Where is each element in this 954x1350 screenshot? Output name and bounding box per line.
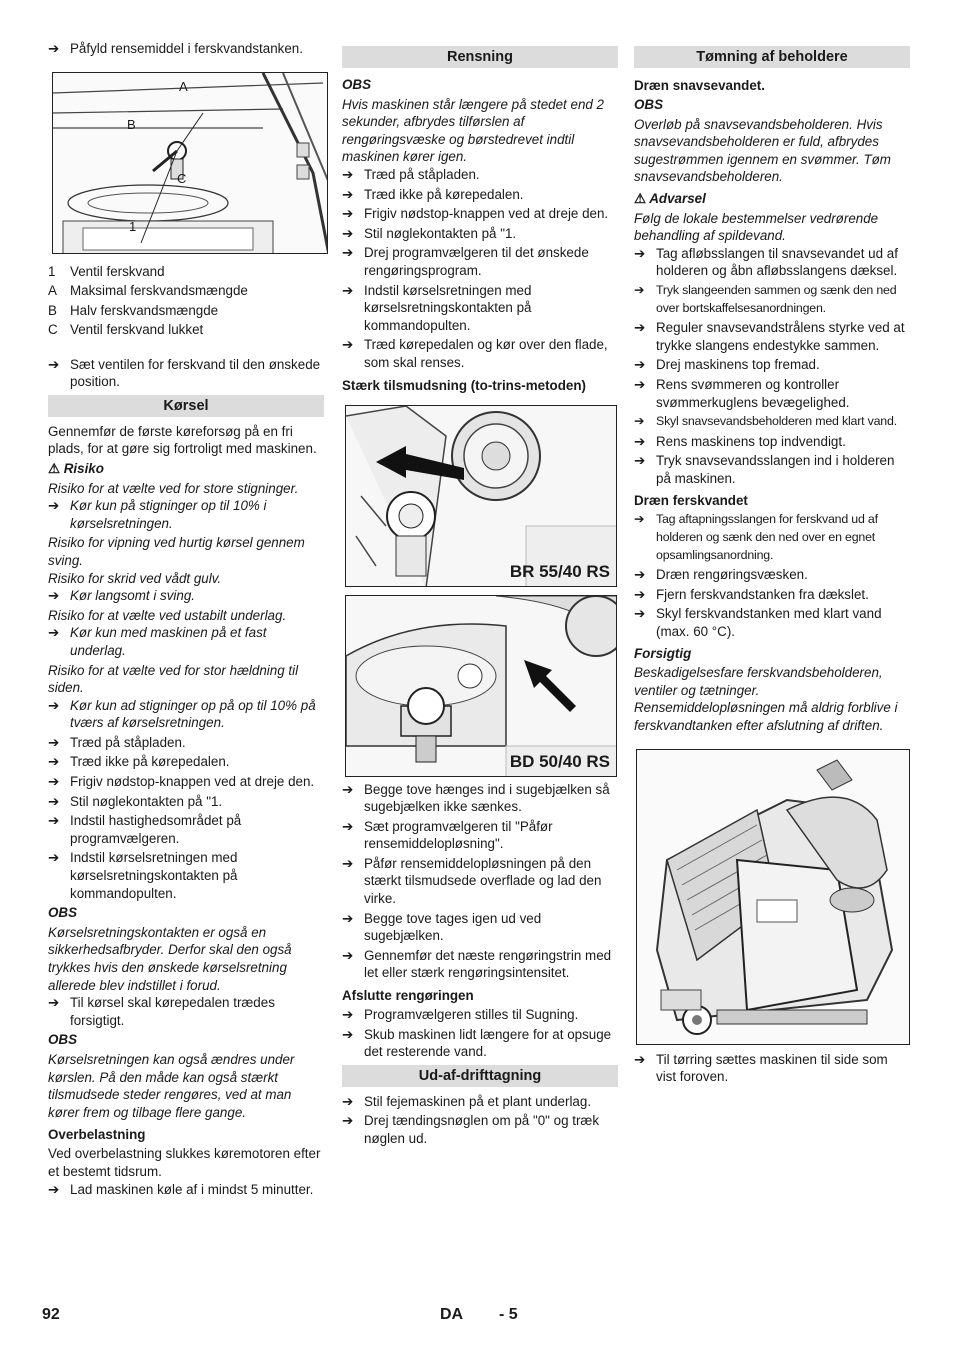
bd-50-40-figure: [345, 595, 617, 777]
step: ➔ Sæt programvælgeren til "Påfør rensemiddelopløsning".: [342, 818, 553, 852]
arrow-right-icon: ➔: [342, 337, 354, 353]
obs-text: Kørselsretningen kan også ændres under kørslen. På den måde kan også stærkt tilsmudsede steder rengøres, ved at man kører frem og tilbage flere gange.: [48, 1051, 295, 1120]
arrow-right-icon: ➔: [634, 320, 646, 336]
step: ➔ Tryk slangeenden sammen og sænk den ned over bortskaffelsesanordningen.: [634, 282, 910, 317]
figure-caption: BR 55/40 RS: [509, 561, 610, 581]
figure-label-c: C: [177, 170, 187, 186]
arrow-right-icon: ➔: [634, 357, 646, 373]
risk-text: Risiko for at vælte ved for stor hældning til siden.: [48, 662, 299, 696]
step: ➔ Dræn rengøringsvæsken.: [634, 567, 808, 583]
subheading-finish-cleaning: Afslutte rengøringen: [342, 988, 474, 1004]
arrow-right-icon: ➔: [634, 567, 646, 583]
step: ➔ Frigiv nødstop-knappen ved at dreje den.: [48, 774, 315, 790]
machine-tilted-illustration: [637, 750, 910, 1045]
step: ➔ Kør kun med maskinen på et fast underlag.: [48, 625, 267, 658]
warning-icon: ⚠: [634, 190, 647, 206]
step: ➔ Begge tove hænges ind i sugebjælken så sugebjælken ikke sænkes.: [342, 781, 610, 815]
arrow-right-icon: ➔: [634, 376, 646, 392]
step: ➔ Træd ikke på kørepedalen.: [342, 186, 524, 202]
section-number: - 5: [499, 1306, 518, 1323]
arrow-right-icon: ➔: [342, 1093, 354, 1109]
arrow-right-icon: ➔: [634, 282, 645, 297]
step: ➔ Kør langsomt i sving.: [48, 588, 196, 604]
step: ➔ Lad maskinen køle af i mindst 5 minutter.: [48, 1181, 314, 1197]
step: ➔ Drej programvælgeren til det ønskede rengøringsprogram.: [342, 245, 589, 278]
risk-text: Risiko for vipning ved hurtig kørsel gennem sving.: [48, 535, 305, 568]
figure-legend: [48, 262, 324, 340]
br-55-40-illustration: [346, 406, 617, 587]
arrow-right-icon: ➔: [342, 1026, 354, 1042]
subheading-dirty-water: Dræn snavsevandet.: [634, 78, 765, 93]
step: ➔ Påfyld rensemiddel i ferskvandstanken.: [48, 41, 303, 56]
arrow-right-icon: ➔: [48, 793, 60, 809]
risk-label: ⚠ Risiko: [48, 460, 104, 476]
arrow-right-icon: ➔: [634, 453, 646, 469]
legend-item: A Maksimal ferskvandsmængde: [48, 283, 248, 299]
caution-text: Beskadigelsesfare ferskvandsbeholderen, ventiler og tætninger. Rensemiddelopløsningen må aldrig forblive i ferskvandtanken efter afslutning af driften.: [634, 665, 898, 733]
arrow-right-icon: ➔: [342, 947, 354, 963]
arrow-right-icon: ➔: [342, 1113, 354, 1129]
step: ➔ Programvælgeren stilles til Sugning.: [342, 1007, 579, 1023]
section-heading-decommissioning: Ud-af-drifttagning: [342, 1065, 618, 1087]
step: ➔ Rens maskinens top indvendigt.: [634, 433, 846, 449]
figure-caption: BD 50/40 RS: [509, 751, 610, 771]
arrow-right-icon: ➔: [342, 855, 354, 871]
obs-text: Kørselsretningskontakten er også en sikkerhedsafbryder. Derfor skal den også trykkes hvis den ønskede kørselsretning allerede blev indstillet i forud.: [48, 924, 292, 993]
step: ➔ Gennemfør det næste rengøringstrin med let eller stærk rengøringsintensitet.: [342, 947, 612, 981]
arrow-right-icon: ➔: [634, 414, 645, 429]
step: ➔ Tryk snavsevandsslangen ind i holderen på maskinen.: [634, 453, 895, 486]
arrow-right-icon: ➔: [634, 433, 646, 449]
arrow-right-icon: ➔: [48, 995, 60, 1011]
legend-item: C Ventil ferskvand lukket: [48, 322, 204, 338]
arrow-right-icon: ➔: [48, 754, 60, 770]
arrow-right-icon: ➔: [48, 1181, 60, 1197]
subheading-overbelastning: Overbelastning: [48, 1127, 146, 1143]
step: ➔ Indstil kørselsretningen med kørselsretningskontakten på kommandopulten.: [48, 850, 238, 901]
step: ➔ Kør kun ad stigninger op på op til 10% på tværs af kørselsretningen.: [48, 697, 316, 731]
warning-icon: ⚠: [48, 460, 61, 476]
arrow-right-icon: ➔: [634, 245, 646, 261]
paragraph: Ved overbelastning slukkes køremotoren efter et bestemt tidsrum.: [48, 1146, 321, 1179]
arrow-right-icon: ➔: [342, 781, 354, 797]
step: ➔ Skyl ferskvandstanken med klart vand (max. 60 °C).: [634, 606, 882, 640]
arrow-right-icon: ➔: [634, 606, 646, 622]
arrow-right-icon: ➔: [342, 166, 354, 182]
step: ➔ Indstil hastighedsområdet på programvælgeren.: [48, 813, 242, 846]
paragraph: Gennemfør de første køreforsøg på en fri plads, for at gøre sig fortroligt med maskinen.: [48, 423, 317, 457]
page-number: 92: [42, 1306, 60, 1323]
arrow-right-icon: ➔: [342, 186, 354, 202]
step: ➔ Rens svømmeren og kontroller svømmerkuglens bevægelighed.: [634, 376, 850, 410]
risk-text: Risiko for skrid ved vådt gulv.: [48, 570, 222, 586]
warning-text: Følg de lokale bestemmelser vedrørende behandling af spildevand.: [634, 210, 879, 244]
arrow-right-icon: ➔: [48, 588, 60, 604]
step: ➔ Skyl snavsevandsbeholderen med klart vand.: [634, 413, 910, 431]
column-1: [48, 40, 324, 1200]
arrow-right-icon: ➔: [342, 818, 354, 834]
step: ➔ Træd på ståpladen.: [48, 734, 186, 750]
legend-item: B Halv ferskvandsmængde: [48, 302, 219, 318]
step: ➔ Tag aftapningsslangen for ferskvand ud af holderen og sænk den ned over en egnet opsamlingsanordning.: [634, 511, 910, 564]
step: ➔ Begge tove tages igen ud ved sugebjælken.: [342, 910, 542, 944]
arrow-right-icon: ➔: [48, 697, 60, 713]
arrow-right-icon: ➔: [342, 206, 354, 222]
obs-label: OBS: [48, 1032, 78, 1048]
figure-label-a: A: [179, 78, 188, 94]
arrow-right-icon: ➔: [48, 41, 60, 56]
step: ➔ Træd på ståpladen.: [342, 166, 480, 182]
obs-text: Hvis maskinen står længere på stedet end 2 sekunder, afbrydes tilførslen af rengøringsvæske og børstedrevet indtil maskinen kører igen.: [342, 96, 605, 165]
step: ➔ Skub maskinen lidt længere for at opsuge det resterende vand.: [342, 1026, 612, 1060]
column-3: [634, 40, 910, 1088]
step: ➔ Til kørsel skal kørepedalen trædes forsigtigt.: [48, 995, 275, 1028]
subheading-fresh-water: Dræn ferskvandet: [634, 493, 748, 509]
step: ➔ Påfør rensemiddelopløsningen på den stærkt tilsmudsede overflade og lad den virke.: [342, 855, 602, 907]
step: ➔ Reguler snavsevandstrålens styrke ved at trykke slangens endestykke sammen.: [634, 320, 905, 353]
arrow-right-icon: ➔: [342, 245, 354, 261]
step: ➔ Drej maskinens top fremad.: [634, 357, 820, 373]
arrow-right-icon: ➔: [48, 734, 60, 750]
column-2: [342, 40, 618, 1150]
arrow-right-icon: ➔: [48, 813, 60, 829]
step: ➔ Kør kun på stigninger op til 10% i kørselsretningen.: [48, 498, 267, 531]
figure-label-b: B: [127, 116, 136, 132]
step: ➔ Tag afløbsslangen til snavsevandet ud af holderen og åbn afløbsslangens dæksel.: [634, 245, 898, 279]
subheading-strong-soiling: Stærk tilsmudsning (to-trins-metoden): [342, 377, 587, 393]
arrow-right-icon: ➔: [48, 850, 60, 866]
step: ➔ Til tørring sættes maskinen til side som vist foroven.: [634, 1051, 888, 1085]
obs-label: OBS: [342, 77, 372, 92]
caution-label: Forsigtig: [634, 645, 692, 661]
legend-item: 1 Ventil ferskvand: [48, 263, 165, 279]
step: ➔ Stil nøglekontakten på "1.: [48, 793, 223, 809]
warning-label: ⚠ Advarsel: [634, 190, 706, 206]
arrow-right-icon: ➔: [342, 1007, 354, 1023]
obs-label: OBS: [634, 97, 664, 112]
step: ➔ Stil fejemaskinen på et plant underlag.: [342, 1093, 592, 1109]
arrow-right-icon: ➔: [342, 282, 354, 298]
section-heading-rensning: Rensning: [342, 46, 618, 68]
obs-text: Overløb på snavsevandsbeholderen. Hvis snavsevandsbeholderen er fuld, afbrydes sugestrømmen igennem en svømmer. Tøm snavsevandsbeholderen.: [634, 116, 891, 185]
risk-text: Risiko for at vælte ved for store stigninger.: [48, 480, 299, 496]
arrow-right-icon: ➔: [48, 356, 60, 372]
step: ➔ Stil nøglekontakten på "1.: [342, 225, 517, 241]
br-55-40-figure: [345, 405, 617, 587]
obs-label: OBS: [48, 905, 78, 921]
section-heading-korsel: Kørsel: [48, 395, 324, 417]
risk-text: Risiko for at vælte ved ustabilt underlag.: [48, 607, 287, 623]
machine-tilted-figure: [636, 749, 910, 1045]
arrow-right-icon: ➔: [48, 498, 60, 514]
valve-illustration: [53, 73, 328, 254]
step: ➔ Fjern ferskvandstanken fra dækslet.: [634, 586, 869, 602]
arrow-right-icon: ➔: [48, 625, 60, 641]
arrow-right-icon: ➔: [342, 910, 354, 926]
step: ➔ Sæt ventilen for ferskvand til den ønskede position.: [48, 356, 321, 390]
bd-50-40-illustration: [346, 596, 617, 777]
arrow-right-icon: ➔: [48, 774, 60, 790]
step: ➔ Frigiv nødstop-knappen ved at dreje den.: [342, 206, 609, 222]
step: ➔ Indstil kørselsretningen med kørselsretningskontakten på kommandopulten.: [342, 282, 532, 333]
arrow-right-icon: ➔: [634, 512, 645, 527]
arrow-right-icon: ➔: [342, 225, 354, 241]
section-heading-emptying: Tømning af beholdere: [634, 46, 910, 68]
language-code: DA: [440, 1306, 464, 1323]
step: ➔ Træd kørepedalen og kør over den flade, som skal renses.: [342, 337, 608, 370]
arrow-right-icon: ➔: [634, 1051, 646, 1067]
step: ➔ Træd ikke på kørepedalen.: [48, 754, 230, 770]
step: ➔ Drej tændingsnøglen om på "0" og træk nøglen ud.: [342, 1113, 600, 1146]
arrow-right-icon: ➔: [634, 586, 646, 602]
figure-label-1: 1: [129, 218, 137, 234]
valve-figure: [52, 72, 328, 254]
